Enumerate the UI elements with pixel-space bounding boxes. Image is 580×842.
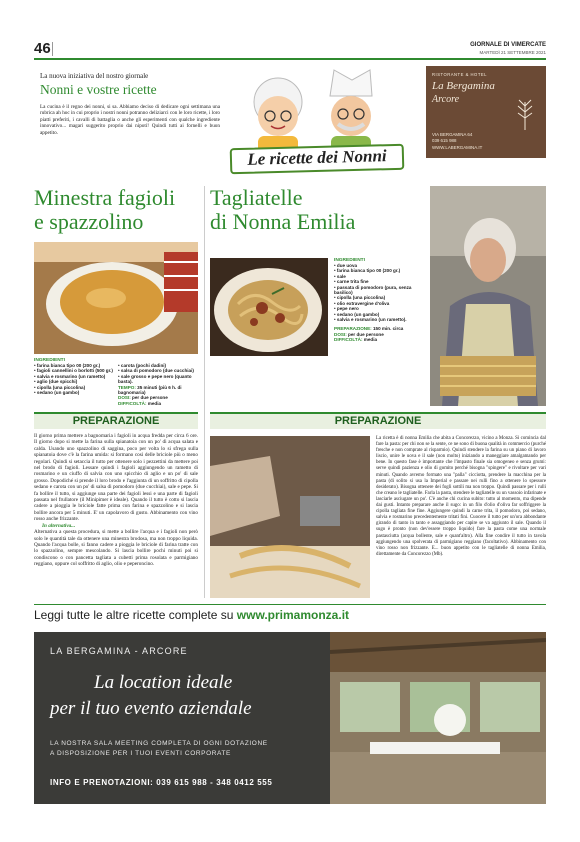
ingredient-item: • farina bianca tipo 00 (200 gr.) xyxy=(34,363,114,368)
recipe2-preparation-photo xyxy=(210,436,370,598)
ingredient-item: • sale xyxy=(334,274,428,279)
ingredient-item: • salvia e rosmarino (un rametto) xyxy=(34,374,114,379)
recipe1-doses-label: DOSI: xyxy=(118,395,131,401)
recipe1-time-label: TEMPO: xyxy=(118,384,136,390)
ingredient-item: • farina bianca tipo 00 (200 gr.) xyxy=(334,268,428,273)
top-ad-name: La Bergamina xyxy=(432,80,495,92)
intro-text: La cucina è il regno dei nonni, si sa. Abbiamo deciso di dedicare ogni settimana una rubrica ah hoc in cui proprio i nostri nonni potranno deliziarci con le loro ricette, i loro piatti preferiti, i cavalli di battaglia o anche gli esperimenti con qualche ingrediente innovativo... magari suggerito proprio dai nipoti! Quindi tutti ai fornelli e buon appetito. xyxy=(40,104,220,136)
recipe1-photo xyxy=(34,242,198,354)
ingredient-item: • carne trita fine xyxy=(334,279,428,284)
recipe1-ingredients xyxy=(34,358,198,406)
recipe1-title xyxy=(34,186,175,234)
nonna-emilia-photo xyxy=(430,186,546,406)
recipe1-time-value: 35 minuti (più 6 h. di bagnomaria) xyxy=(118,384,182,396)
recipe1-ingredients-label: INGREDIENTI xyxy=(34,358,65,363)
ingredient-item: • sedano (un gambo) xyxy=(34,390,114,395)
column-divider xyxy=(204,186,205,598)
primamonza-link[interactable]: www.primamonza.it xyxy=(236,608,350,622)
header-divider xyxy=(52,42,53,56)
recipe1-difficulty-value: media xyxy=(147,400,162,406)
recipe1-difficulty-label: DIFFICOLTÀ: xyxy=(118,400,147,406)
newspaper-name: GIORNALE DI VIMERCATE xyxy=(470,42,546,48)
page-number: 46 xyxy=(34,40,51,57)
recipe1-title-line1: Minestra fagioli xyxy=(34,185,176,210)
top-ad-bergamina[interactable] xyxy=(426,66,546,158)
recipe2-doses-label: DOSI: xyxy=(334,331,347,337)
wheat-icon xyxy=(510,96,540,130)
recipe2-title-line1: Tagliatelle xyxy=(210,185,303,210)
recipe1-prep-banner: PREPARAZIONE xyxy=(34,412,198,429)
recipe2-difficulty xyxy=(334,337,428,342)
recipe1-alt-body: Alternativa a questa procedura, si mette a bollire l'acqua e i fagioli non però solo le quantità tale da ottenere una minestra brodosa, ma non troppo liquida. Quando l'acqua bolle, si fanno cadere a pioggia le briciole di farina tratte con lo spazzolino, sempre mescolando. Si lascia bollire pochi minuti poi si condiscono o con pancetta tagliata a cubetti prima rosolata e parmigiano reggiano, oppure col soffritto di aglio, olio e peperoncino. xyxy=(34,529,198,568)
meeting-room-photo xyxy=(330,632,546,804)
bottom-ad-contact[interactable]: INFO E PRENOTAZIONI: 039 615 988 - 348 0412 555 xyxy=(50,778,273,787)
recipe1-alt-title: In alternativa... xyxy=(42,522,76,529)
recipe2-ingredients-label: INGREDIENTI xyxy=(334,258,365,263)
recipe2-title xyxy=(210,186,355,234)
ingredient-item: • carota (pochi dadini) xyxy=(118,363,198,368)
grandmother-cooking-image xyxy=(430,186,546,406)
intro-title: Nonni e vostre ricette xyxy=(40,82,157,97)
bottom-ad-headline1: La location ideale xyxy=(94,672,233,693)
more-recipes-text: Leggi tutte le altre ricette complete su xyxy=(34,608,237,622)
recipe1-title-line2: e spazzolino xyxy=(34,209,144,234)
top-ad-kicker: RISTORANTE & HOTEL xyxy=(432,72,487,77)
bottom-ad-desc2: A DISPOSIZIONE PER I TUOI EVENTI CORPORATE xyxy=(50,750,231,757)
intro-kicker: La nuova iniziativa del nostro giornale xyxy=(40,72,149,80)
recipe2-difficulty-label: DIFFICOLTÀ: xyxy=(334,337,363,343)
ricette-nonni-logo xyxy=(226,64,408,186)
recipe2-ingredients xyxy=(334,258,428,343)
link-rule xyxy=(34,604,546,605)
tagliatelle-plate-image xyxy=(210,258,328,356)
recipe2-title-line2: di Nonna Emilia xyxy=(210,209,356,234)
recipe2-difficulty-value: media xyxy=(363,337,378,343)
bottom-ad-desc1: LA NOSTRA SALA MEETING COMPLETA DI OGNI DOTAZIONE xyxy=(50,740,268,747)
recipe1-time xyxy=(118,385,198,396)
bottom-ad-headline2: per il tuo evento aziendale xyxy=(50,698,252,719)
ingredient-item: • cipolla (una piccolina) xyxy=(334,295,428,300)
soup-bowl-image xyxy=(34,242,198,354)
issue-date: MARTEDÌ 21 SETTEMBRE 2021 xyxy=(479,50,546,55)
recipe2-time-label: PREPARAZIONE: xyxy=(334,326,372,332)
recipe1-prep-body: Il giorno prima mettere a bagnomaria i fagioli in acqua fredda per circa 6 ore. Il giorno dopo si mette la farina sulla spianatoia con un po' di acqua salata e calda. Usando uno spazzolino di saggina, poco per volta lo si sfrega sulla spianatoia dove c'è la farina umida: si formano così delle briciole più o meno regolari. Quindi si setaccia il tutto per ottenere solo i pezzettini da mettere poi nel brodo di fagioli. Lessare quindi i fagioli aggiungendo un rametto di rosmarino e un ciuffo di salvia con uno spicchio di aglio e un po' di sale grosso. Dopodiché si prende il loro brodo e l'aggiunta di un soffritto di cipolla sedano e carota con un po' di salsa di pomodoro (due cucchiai), sale e pepe. Si fa bollire il tutto, si aggiunge una parte dei fagioli lessi e una parte di fagioli passata nel frullatore (il Minipimer è ideale). Quando il tutto è cotto si lascia cadere a pioggia le briciole fatte prima con farina e spazzolino e si lascia bollire ancora per 5 minuti. E' un capolavoro di gusto. Abbinamento con vino rosso anche frizzante. xyxy=(34,433,198,523)
logo-title: Le ricette dei Nonni xyxy=(247,146,387,169)
ingredient-item: • sedano (un gambo) xyxy=(334,312,428,317)
pasta-machine-image xyxy=(210,436,370,598)
ingredient-item: • cipolla (una piccolina) xyxy=(34,385,114,390)
ingredient-item: • aglio (due spicchi) xyxy=(34,379,114,384)
bottom-ad-kicker: LA BERGAMINA - ARCORE xyxy=(50,646,188,656)
recipe2-time-value: 150 min. circa xyxy=(372,326,404,332)
recipe2-doses-value: per due persone xyxy=(348,331,384,337)
top-ad-address: VIA BERGAMINA 64 xyxy=(432,132,473,137)
ingredient-item: • olio extravergine d'oliva xyxy=(334,301,428,306)
ingredient-item: • passata di pomodoro (pura, senza basilico) xyxy=(334,285,428,296)
top-ad-web: WWW.LABERGAMINA.IT xyxy=(432,145,483,150)
recipe2-prep-banner: PREPARAZIONE xyxy=(210,412,546,429)
ingredient-item: • salvia e rosmarino (un rametto). xyxy=(334,317,428,322)
ingredient-item: • salsa di pomodoro (due cucchiai) xyxy=(118,368,198,373)
ingredient-item: • sale grosso e pepe nero (quanto basta). xyxy=(118,374,198,385)
conference-room-image xyxy=(330,632,546,804)
ingredient-item: • due uova xyxy=(334,263,428,268)
recipe1-difficulty xyxy=(118,401,198,406)
recipe2-pasta-photo xyxy=(210,258,328,356)
recipe1-prep-text xyxy=(34,433,198,568)
bottom-ad-bergamina[interactable] xyxy=(34,632,546,804)
recipe2-prep-text: La ricetta è di nonna Emilia che abita a Concorezzo, vicino a Monza. Si comincia dal fare la pasta: per chi non se la sente, ce ne sono di buona qualità in commercio (purché fresche e non comprate al risparmio). Quindi stendere la farina su un piano di lavoro liscio, unire le uova e il sale (non molto) iniziando a maneggiare amalgamando per bene. In questo fase è importante che l'impasto finale sia omogeneo e senza grumi: serve quindi pazienza e olio di gomito perché bisogna "spingere" e rivoltare per vari minuti. Quando avremo formato una "palla" cicciotta, prendere la macchina per la pasta (di solito si usa la Imperial e passare nei rulli fino a ottenere lo spessore desiderato). Bisogna ottenere dei fogli sottili ma non troppo. Quindi passare per i rulli che creano le tagliatelle. Farla la pasta, stendere le tagliatelle su un vassoio infarinate e lasciarle asciugare un po'. C'è anche chi cucina subito: tutto al momento, ma dipende dai gusti. Intanto preparare anche il sugo: in un filo d'olio d'oliva far soffriggere la cipolla tagliata fine fine. Aggiungere quindi la carne trita, il pomodoro, poi sedano, salvia e rosmarino precedentemente tritati fini. Cuocere il tutto per un'ora abbondante girando di tanto in tanto e assaggiando per capire se va aggiunto il sale. Quando il sugo è pronto (non dev'essere troppo liquido) fare la pasta come una normale pastasciutta (acqua bollente, sale e quant'altro). Alla fine condire il tutto in tavola aggiungendo una spolverata di parmigiano reggiano (facoltativo). Abbinamento con vino rosso non frizzante. E... buon appetito con le tagliatelle di nonna Emilia, direttamente da Concorezzo (Mb). xyxy=(376,436,546,557)
top-ad-location: Arcore xyxy=(432,94,460,105)
ingredient-item: • fagioli cannellini o borlotti (500 gr.) xyxy=(34,368,114,373)
ingredient-item: • pepe nero xyxy=(334,306,428,311)
more-recipes-line xyxy=(34,608,349,622)
recipe1-doses-value: per due persone xyxy=(132,395,168,401)
top-ad-phone: 039 615 988 xyxy=(432,138,457,143)
header-rule xyxy=(34,58,546,60)
